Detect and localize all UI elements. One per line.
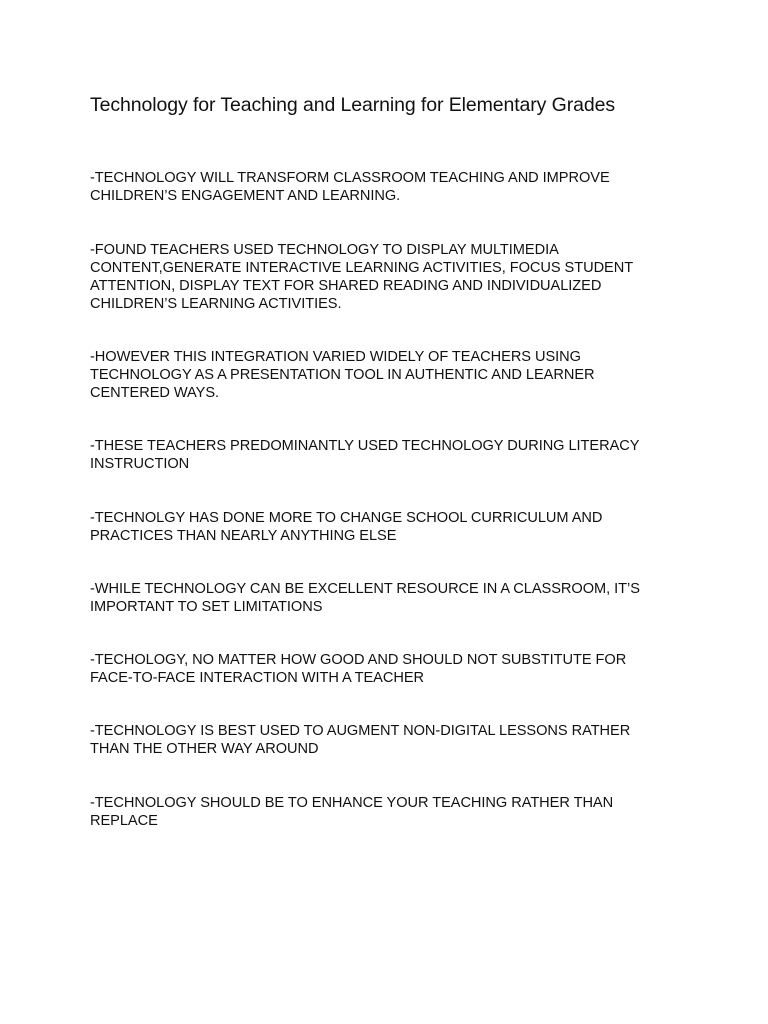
paragraph-6	[90, 580, 680, 616]
paragraph-4-line-1: -THESE TEACHERS PREDOMINANTLY USED TECHNOLOGY DURING LITERACY	[90, 438, 640, 454]
paragraph-8-line-2: THAN THE OTHER WAY AROUND	[90, 741, 319, 757]
paragraph-2	[90, 241, 680, 313]
paragraph-4	[90, 437, 680, 473]
paragraph-3-line-3: CENTERED WAYS.	[90, 385, 220, 401]
paragraph-9-line-1: -TECHNOLOGY SHOULD BE TO ENHANCE YOUR TEACHING RATHER THAN	[90, 795, 614, 811]
paragraph-4-line-2: INSTRUCTION	[90, 456, 190, 472]
paragraph-6-line-2: IMPORTANT TO SET LIMITATIONS	[90, 599, 323, 615]
paragraph-5	[90, 509, 680, 545]
paragraph-3-line-1: -HOWEVER THIS INTEGRATION VARIED WIDELY OF TEACHERS USING	[90, 349, 581, 365]
paragraph-2-line-4: CHILDREN’S LEARNING ACTIVITIES.	[90, 296, 342, 312]
paragraph-7	[90, 651, 680, 687]
paragraph-1-line-1: -TECHNOLOGY WILL TRANSFORM CLASSROOM TEACHING AND IMPROVE	[90, 170, 610, 186]
paragraph-7-line-1: -TECHOLOGY, NO MATTER HOW GOOD AND SHOULD NOT SUBSTITUTE FOR	[90, 652, 627, 668]
paragraph-9	[90, 794, 680, 830]
paragraph-8-line-1: -TECHNOLOGY IS BEST USED TO AUGMENT NON-DIGITAL LESSONS RATHER	[90, 723, 631, 739]
paragraph-6-line-1: -WHILE TECHNOLOGY CAN BE EXCELLENT RESOURCE IN A CLASSROOM, IT’S	[90, 581, 640, 597]
paragraph-5-line-2: PRACTICES THAN NEARLY ANYTHING ELSE	[90, 528, 397, 544]
paragraph-8	[90, 722, 680, 758]
paragraph-1	[90, 169, 680, 205]
paragraph-3-line-2: TECHNOLOGY AS A PRESENTATION TOOL IN AUTHENTIC AND LEARNER	[90, 367, 595, 383]
paragraph-2-line-2: CONTENT,GENERATE INTERACTIVE LEARNING ACTIVITIES, FOCUS STUDENT	[90, 260, 634, 276]
document-title: Technology for Teaching and Learning for Elementary Grades	[90, 94, 615, 116]
paragraph-5-line-1: -TECHNOLGY HAS DONE MORE TO CHANGE SCHOOL CURRICULUM AND	[90, 510, 603, 526]
paragraph-2-line-1: -FOUND TEACHERS USED TECHNOLOGY TO DISPLAY MULTIMEDIA	[90, 242, 559, 258]
paragraph-7-line-2: FACE-TO-FACE INTERACTION WITH A TEACHER	[90, 670, 425, 686]
paragraph-3	[90, 348, 680, 402]
paragraph-2-line-3: ATTENTION, DISPLAY TEXT FOR SHARED READING AND INDIVIDUALIZED	[90, 278, 602, 294]
paragraph-9-line-2: REPLACE	[90, 813, 158, 829]
paragraph-1-line-2: CHILDREN’S ENGAGEMENT AND LEARNING.	[90, 188, 401, 204]
